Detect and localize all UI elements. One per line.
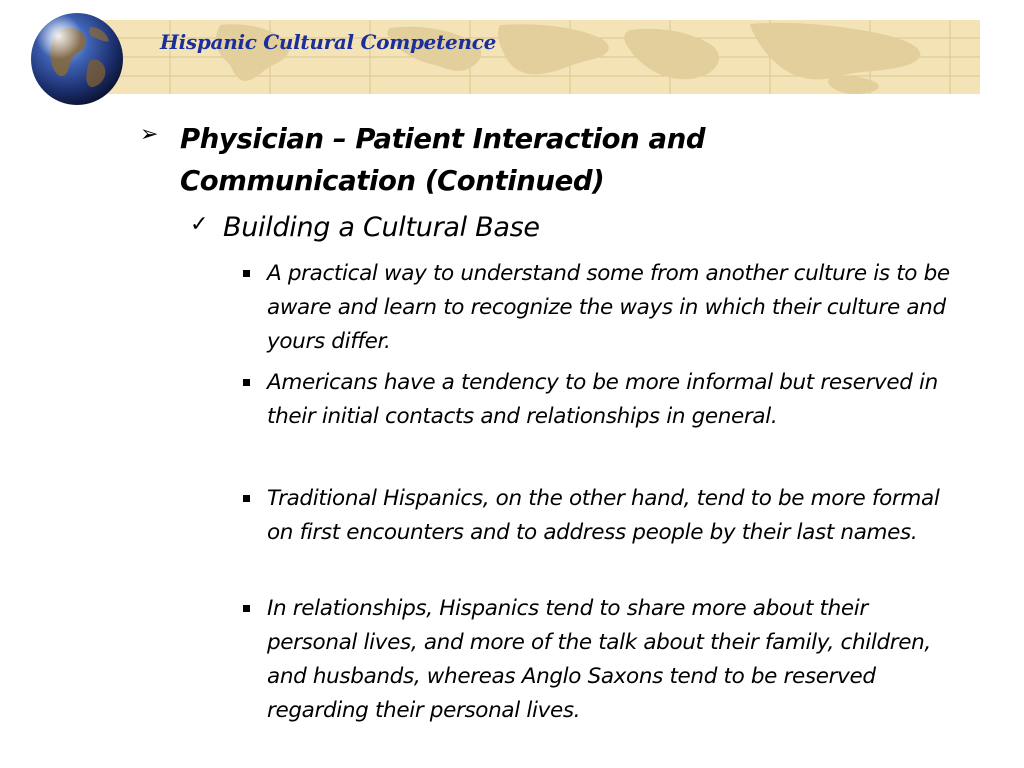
- checkmark-bullet-icon: ✓: [190, 212, 209, 237]
- list-item-text: Traditional Hispanics, on the other hand, tend to be more formal on first encounters and to address people by their last names.: [267, 486, 940, 545]
- header-title: Hispanic Cultural Competence: [160, 30, 497, 54]
- square-bullet-icon: [243, 495, 250, 502]
- square-bullet-icon: [243, 379, 250, 386]
- list-item-text: A practical way to understand some from another culture is to be aware and learn to recognize the ways in which their culture and yours differ.: [267, 261, 950, 354]
- list-item-text: Americans have a tendency to be more informal but reserved in their initial contacts and relationships in general.: [267, 370, 938, 429]
- square-bullet-icon: [243, 270, 250, 277]
- globe-icon: [29, 11, 125, 107]
- list-item-text: In relationships, Hispanics tend to share more about their personal lives, and more of the talk about their family, children, and husbands, whereas Anglo Saxons tend to be reserved regarding their personal lives.: [267, 596, 931, 723]
- heading-text: Physician – Patient Interaction and Communication (Continued): [180, 123, 706, 197]
- arrow-bullet-icon: ➢: [140, 122, 159, 147]
- square-bullet-icon: [243, 605, 250, 612]
- subheading-text: Building a Cultural Base: [223, 212, 540, 243]
